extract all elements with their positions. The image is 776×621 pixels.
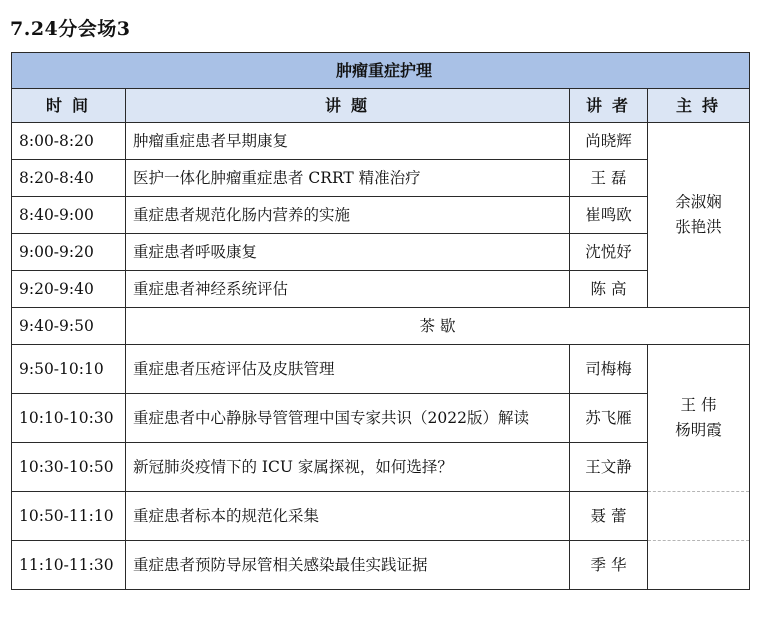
time-cell: 8:40-9:00	[12, 197, 126, 234]
topic-cell: 新冠肺炎疫情下的 ICU 家属探视，如何选择？	[126, 443, 570, 492]
host-name: 张艳洪	[675, 218, 722, 236]
time-cell: 8:20-8:40	[12, 160, 126, 197]
speaker-cell: 苏飞雁	[570, 394, 648, 443]
topic-cell: 重症患者规范化肠内营养的实施	[126, 197, 570, 234]
time-cell: 10:30-10:50	[12, 443, 126, 492]
page-title: 7.24分会场3	[10, 18, 131, 40]
header-speaker: 讲者	[570, 89, 648, 123]
table-row	[12, 443, 750, 492]
topic-cell: 重症患者预防导尿管相关感染最佳实践证据	[126, 541, 570, 590]
topic-cell: 医护一体化肿瘤重症患者 CRRT 精准治疗	[126, 160, 570, 197]
session-title: 肿瘤重症护理	[12, 53, 750, 89]
table-row	[12, 492, 750, 541]
table-row	[12, 234, 750, 271]
host-name: 杨明霞	[675, 421, 722, 439]
header-time: 时间	[12, 89, 126, 123]
time-cell: 9:50-10:10	[12, 345, 126, 394]
topic-cell: 肿瘤重症患者早期康复	[126, 123, 570, 160]
header-host: 主持	[648, 89, 750, 123]
break-cell: 茶 歇	[126, 308, 750, 345]
time-cell: 10:10-10:30	[12, 394, 126, 443]
time-cell: 10:50-11:10	[12, 492, 126, 541]
topic-cell: 重症患者神经系统评估	[126, 271, 570, 308]
break-row	[12, 308, 750, 345]
topic-cell: 重症患者标本的规范化采集	[126, 492, 570, 541]
topic-cell: 重症患者压疮评估及皮肤管理	[126, 345, 570, 394]
speaker-cell: 沈悦妤	[570, 234, 648, 271]
table-row	[12, 345, 750, 394]
table-row	[12, 123, 750, 160]
host-cell-group1	[648, 123, 750, 308]
speaker-cell: 崔鸣欧	[570, 197, 648, 234]
table-row	[12, 394, 750, 443]
header-row	[12, 89, 750, 123]
table-row	[12, 271, 750, 308]
speaker-cell: 尚晓辉	[570, 123, 648, 160]
speaker-cell: 季 华	[570, 541, 648, 590]
header-topic: 讲题	[126, 89, 570, 123]
time-cell: 9:20-9:40	[12, 271, 126, 308]
host-name: 余淑娴	[675, 193, 722, 211]
host-cell-empty	[648, 541, 750, 590]
table-row	[12, 541, 750, 590]
host-cell-empty	[648, 492, 750, 541]
time-cell: 8:00-8:20	[12, 123, 126, 160]
session-banner-row	[12, 53, 750, 89]
speaker-cell: 陈 高	[570, 271, 648, 308]
topic-cell: 重症患者中心静脉导管管理中国专家共识（2022版）解读	[126, 394, 570, 443]
host-cell-group2	[648, 345, 750, 492]
schedule-table	[11, 52, 750, 590]
speaker-cell: 司梅梅	[570, 345, 648, 394]
host-name: 王 伟	[680, 396, 717, 414]
speaker-cell: 王 磊	[570, 160, 648, 197]
time-cell: 9:40-9:50	[12, 308, 126, 345]
speaker-cell: 聂 蕾	[570, 492, 648, 541]
time-cell: 11:10-11:30	[12, 541, 126, 590]
time-cell: 9:00-9:20	[12, 234, 126, 271]
speaker-cell: 王文静	[570, 443, 648, 492]
table-row	[12, 160, 750, 197]
table-row	[12, 197, 750, 234]
topic-cell: 重症患者呼吸康复	[126, 234, 570, 271]
